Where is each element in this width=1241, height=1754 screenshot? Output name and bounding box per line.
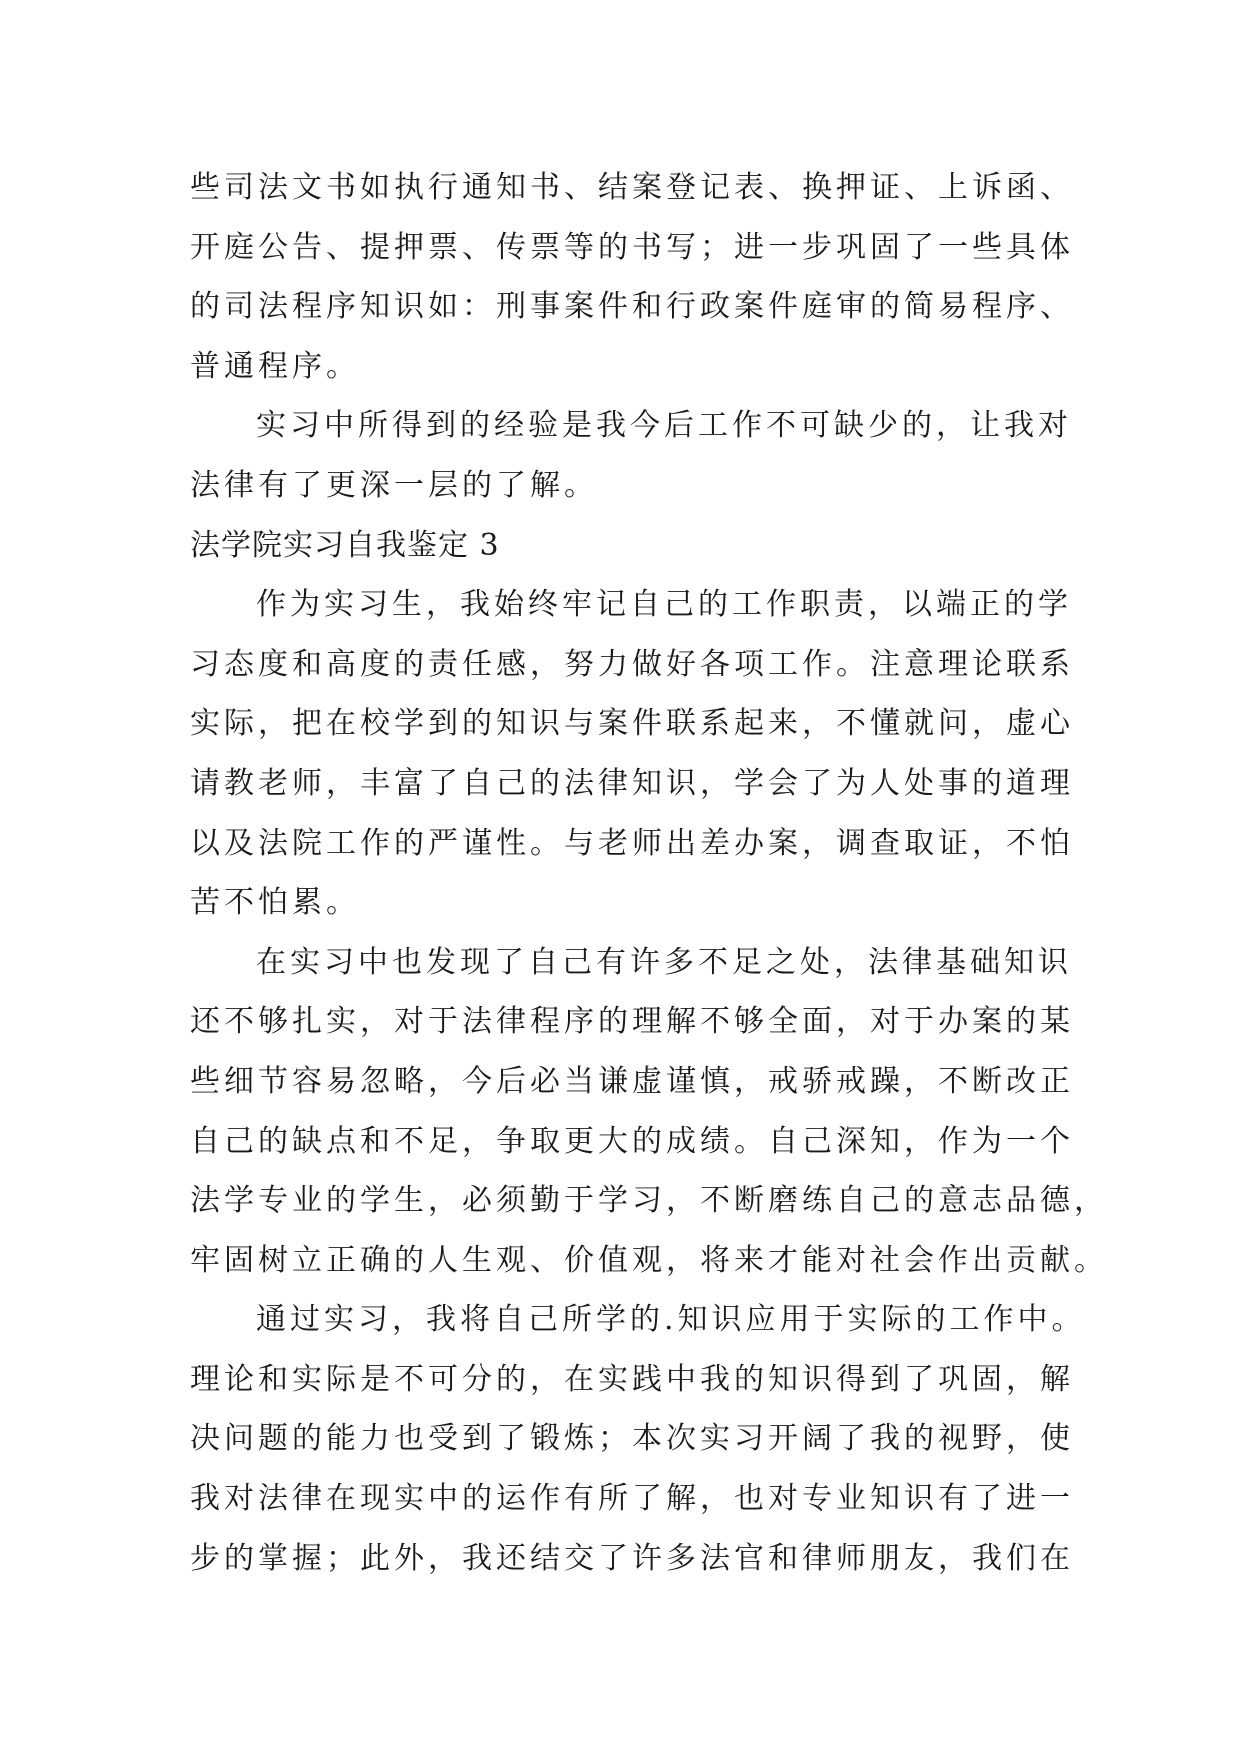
text-line: 自己的缺点和不足，争取更大的成绩。自己深知，作为一个 (190, 1123, 1074, 1159)
text-line: 还不够扎实，对于法律程序的理解不够全面，对于办案的某 (190, 1004, 1074, 1040)
text-line: 牢固树立正确的人生观、价值观，将来才能对社会作出贡献。 (190, 1242, 1108, 1278)
text-line: 我对法律在现实中的运作有所了解，也对专业知识有了进一 (190, 1481, 1074, 1517)
text-line: 理论和实际是不可分的，在实践中我的知识得到了巩固，解 (190, 1361, 1074, 1397)
text-line: 习态度和高度的责任感，努力做好各项工作。注意理论联系 (190, 646, 1074, 682)
text-line: 的司法程序知识如：刑事案件和行政案件庭审的简易程序、 (190, 289, 1074, 325)
text-line: 步的掌握；此外，我还结交了许多法官和律师朋友，我们在 (190, 1540, 1074, 1576)
text-line: 开庭公告、提押票、传票等的书写；进一步巩固了一些具体 (190, 229, 1074, 265)
text-line: 作为实习生，我始终牢记自己的工作职责，以端正的学 (256, 587, 1072, 623)
text-line: 通过实习，我将自己所学的.知识应用于实际的工作中。 (256, 1302, 1086, 1338)
text-line: 些司法文书如执行通知书、结案登记表、换押证、上诉函、 (190, 170, 1074, 205)
text-line: 些细节容易忽略，今后必当谦虚谨慎，戒骄戒躁，不断改正 (190, 1063, 1074, 1099)
text-line: 决问题的能力也受到了锻炼；本次实习开阔了我的视野，使 (190, 1421, 1074, 1457)
text-line: 请教老师，丰富了自己的法律知识，学会了为人处事的道理 (190, 765, 1074, 801)
text-line: 实际，把在校学到的知识与案件联系起来，不懂就问，虚心 (190, 706, 1074, 742)
text-line: 实习中所得到的经验是我今后工作不可缺少的，让我对 (256, 408, 1072, 444)
text-line: 在实习中也发现了自己有许多不足之处，法律基础知识 (256, 944, 1072, 980)
text-line: 以及法院工作的严谨性。与老师出差办案，调查取证，不怕 (190, 825, 1074, 861)
section-heading: 法学院实习自我鉴定 3 (190, 527, 500, 563)
text-line: 法律有了更深一层的了解。 (190, 467, 598, 503)
text-line: 法学专业的学生，必须勤于学习，不断磨练自己的意志品德， (190, 1183, 1108, 1219)
document-body (190, 158, 1108, 1588)
text-line: 苦不怕累。 (190, 885, 360, 921)
text-line: 普通程序。 (190, 348, 360, 384)
